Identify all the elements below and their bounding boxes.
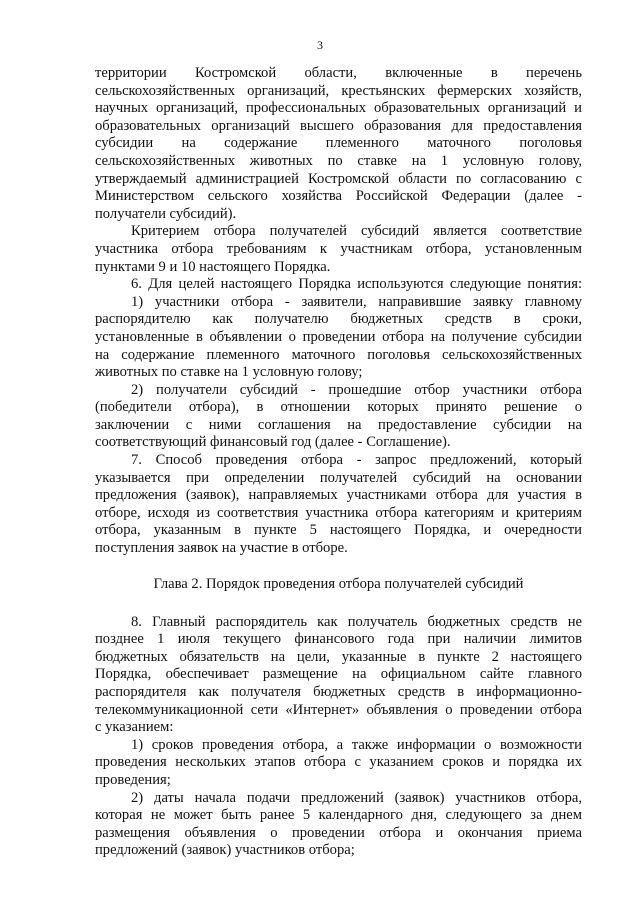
text-line: отборе, исходя из соответствия участника отбора категориям и критериям	[95, 504, 582, 521]
text-line: территории Костромской области, включенные в перечень	[95, 65, 582, 81]
text-line: распорядителя как получателя бюджетных средств в информационно-	[95, 684, 582, 700]
text-line: получатели субсидий).	[95, 205, 237, 222]
text-line: предложения (заявок), направляемых участниками отбора для участия в	[95, 487, 582, 504]
text-line: (победители отбора), в отношении которых принято решение о	[95, 399, 582, 416]
text-line: проведения;	[95, 771, 171, 788]
text-line: с указанием:	[95, 719, 174, 736]
text-line: позднее 1 июля текущего финансового года при наличии лимитов	[95, 631, 582, 648]
page-number: 3	[317, 38, 323, 52]
text-line: проведения нескольких этапов отбора с указанием сроков и порядка их	[95, 754, 582, 771]
text-line: телекоммуникационной сети «Интернет» объявления о проведении отбора	[95, 701, 582, 718]
text-line: соответствующий финансовый год (далее - Соглашение).	[95, 434, 451, 451]
text-line: на содержание племенного маточного поголовья сельскохозяйственных	[95, 346, 582, 363]
text-line: которая не может быть ранее 5 календарного дня, следующего за днем	[95, 807, 582, 824]
text-line: субсидии на содержание племенного маточного поголовья	[95, 135, 582, 152]
text-line: предложений (заявок) участников отбора;	[95, 842, 355, 859]
text-line: бюджетных обязательств на цели, указанные в пункте 2 настоящего	[95, 648, 582, 665]
text-line: поступления заявок на участие в отборе.	[95, 540, 348, 557]
text-line: сельскохозяйственных животных по ставке на 1 условную голову,	[95, 152, 582, 169]
text-line: 6. Для целей настоящего Порядка используются следующие понятия:	[131, 276, 582, 293]
chapter-heading: Глава 2. Порядок проведения отбора получателей субсидий	[153, 575, 524, 592]
text-line: указывается при определении получателей субсидий на основании	[95, 469, 582, 486]
text-line: 8. Главный распорядитель как получатель бюджетных средств не	[131, 613, 582, 630]
text-line: размещения объявления о проведении отбора и окончания приема	[95, 824, 582, 841]
text-line: образовательных организаций высшего образования для предоставления	[95, 117, 582, 134]
text-line: установленные в объявлении о проведении отбора на получение субсидии	[95, 328, 582, 345]
text-line: научных организаций, профессиональных образовательных организаций и	[95, 100, 582, 117]
text-line: пунктами 9 и 10 настоящего Порядка.	[95, 258, 331, 275]
text-line: сельскохозяйственных организаций, крестьянских фермерских хозяйств,	[95, 82, 582, 99]
text-line: 2) даты начала подачи предложений (заявок) участников отбора,	[131, 789, 582, 806]
text-line: 2) получатели субсидий - прошедшие отбор участники отбора	[131, 381, 582, 398]
text-line: утверждаемый администрацией Костромской области по согласованию с	[95, 170, 582, 187]
text-line: 1) участники отбора - заявители, направившие заявку главному	[131, 293, 582, 310]
text-line: Критерием отбора получателей субсидий является соответствие	[131, 223, 582, 240]
text-line: Порядка, обеспечивает размещение на официальном сайте главного	[95, 666, 582, 683]
text-line: животных по ставке на 1 условную голову;	[95, 364, 363, 381]
text-line: 7. Способ проведения отбора - запрос предложений, который	[131, 452, 582, 469]
document-body	[95, 65, 582, 860]
text-line: Министерством сельского хозяйства Российской Федерации (далее -	[95, 188, 582, 205]
text-line: 1) сроков проведения отбора, а также информации о возможности	[131, 736, 582, 753]
text-line: участника отбора требованиям к участникам отбора, установленным	[95, 240, 582, 257]
text-line: отбора, указанным в пункте 5 настоящего Порядка, и очередности	[95, 522, 582, 539]
text-line: распорядителю как получателю бюджетных средств в сроки,	[95, 311, 582, 328]
text-line: заключении с ними соглашения на предоставление субсидии на	[95, 416, 582, 433]
